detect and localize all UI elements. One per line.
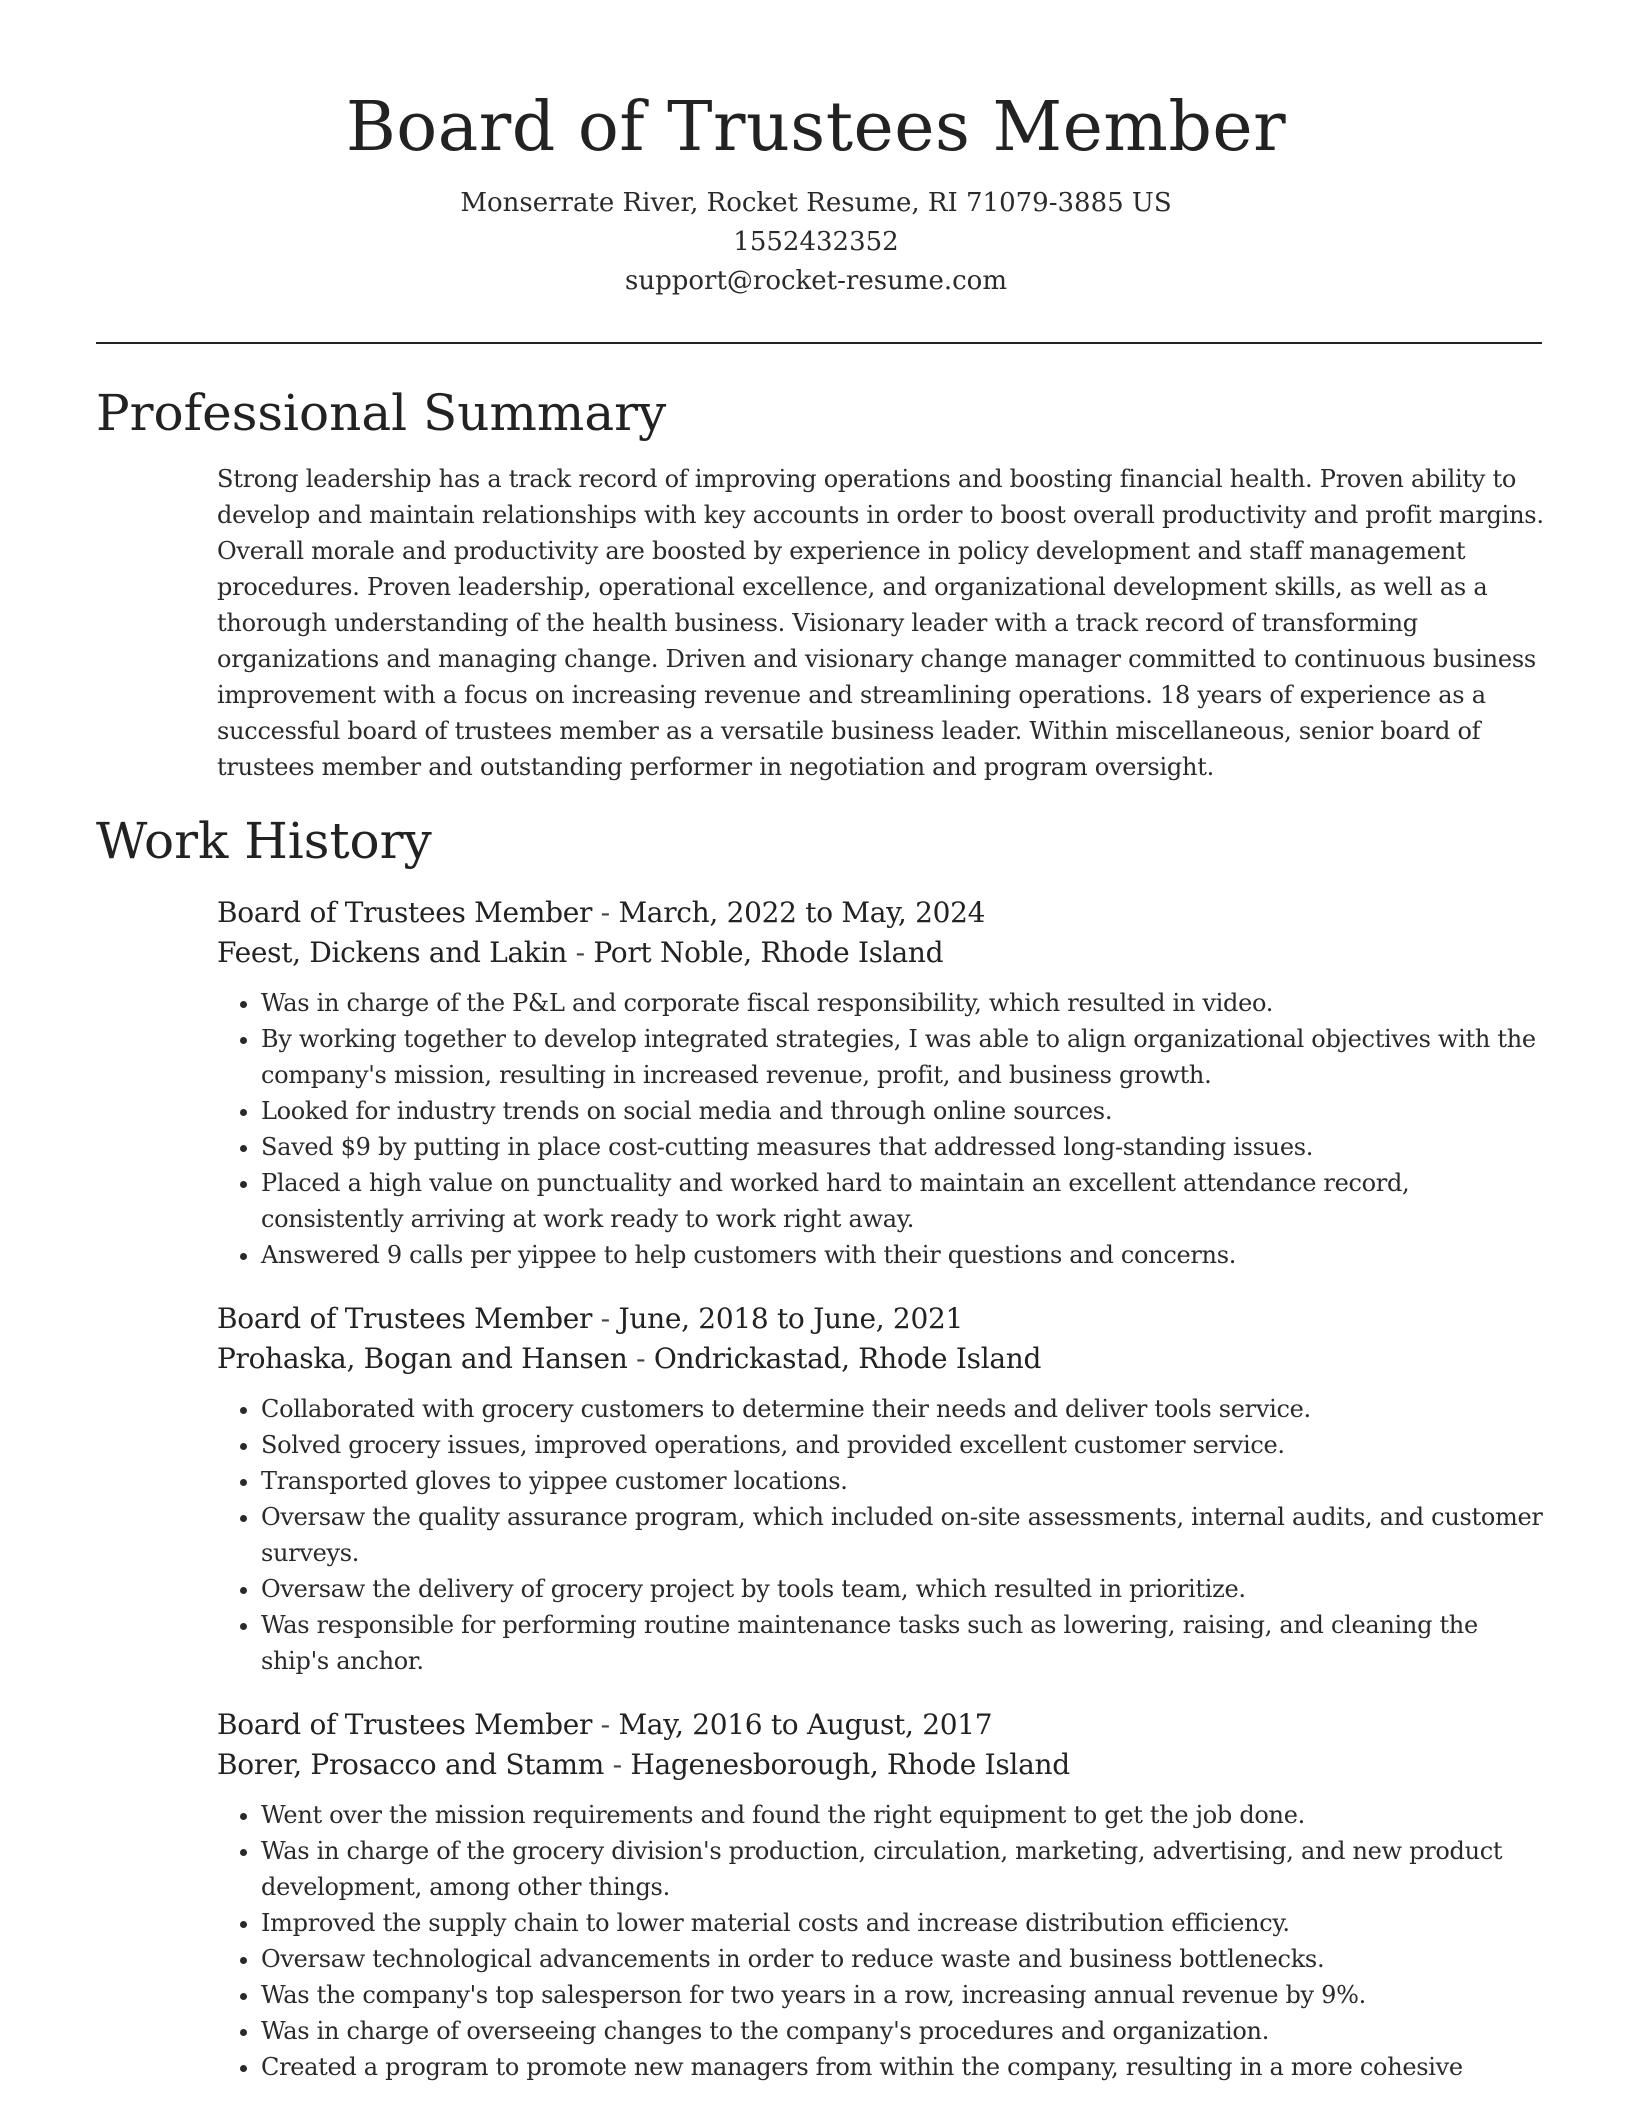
company-name: Borer, Prosacco and Stamm [217, 1748, 605, 1781]
job-bullet: • By working together to develop integrated strategies, I was able to align organizational objectives with the company's mission, resulting in increased revenue, profit, and business growth. [261, 1021, 1547, 1093]
company-name: Feest, Dickens and Lakin [217, 936, 567, 969]
job-entry [217, 893, 1547, 1273]
job-bullets [217, 1797, 1547, 2085]
job-bullet: • Oversaw the delivery of grocery project by tools team, which resulted in prioritize. [261, 1571, 1547, 1607]
job-bullet: • Solved grocery issues, improved operations, and provided excellent customer service. [261, 1427, 1547, 1463]
job-bullet: • Created a program to promote new managers from within the company, resulting in a more cohesive [261, 2049, 1547, 2085]
job-title-line [217, 1705, 1547, 1745]
header-divider [96, 342, 1542, 344]
candidate-name: Board of Trustees Member [345, 88, 1287, 167]
job-bullet: • Placed a high value on punctuality and worked hard to maintain an excellent attendance record, consistently arriving at work ready to work right away. [261, 1165, 1547, 1237]
job-location: Hagenesborough, Rhode Island [630, 1748, 1070, 1781]
job-bullets [217, 1391, 1547, 1679]
company-name: Prohaska, Bogan and Hansen [217, 1342, 628, 1375]
job-entry [217, 1705, 1547, 2085]
contact-phone: 1552432352 [733, 227, 899, 257]
job-title: Board of Trustees Member [217, 896, 593, 929]
summary-text: Strong leadership has a track record of improving operations and boosting financial health. Proven ability to develop and maintain relationships with key accounts in order to boost overall productivity and profit margins. Overall morale and productivity are boosted by experience in policy development and staff management procedures. Proven leadership, operational excellence, and organizational development skills, as well as a thorough understanding of the health business. Visionary leader with a track record of transforming organizations and managing change. Driven and visionary change manager committed to continuous business improvement with a focus on increasing revenue and streamlining operations. 18 years of experience as a successful board of trustees member as a versatile business leader. Within miscellaneous, senior board of trustees member and outstanding performer in negotiation and program oversight. [217, 465, 1544, 781]
contact-address: Monserrate River, Rocket Resume, RI 71079-3885 US [460, 188, 1172, 218]
job-bullet: • Improved the supply chain to lower material costs and increase distribution efficiency. [261, 1905, 1547, 1941]
separator: - [600, 1708, 619, 1741]
summary-heading: Professional Summary [96, 384, 667, 442]
separator: - [575, 936, 594, 969]
job-bullet: • Transported gloves to yippee customer locations. [261, 1463, 1547, 1499]
job-company-line [217, 1339, 1547, 1379]
separator: - [636, 1342, 654, 1375]
separator: - [600, 896, 619, 929]
job-list [217, 893, 1547, 2111]
job-bullet: • Went over the mission requirements and found the right equipment to get the job done. [261, 1797, 1547, 1833]
job-bullet: • Was in charge of the grocery division's production, circulation, marketing, advertising, and new product development, among other things. [261, 1833, 1547, 1905]
job-company-line [217, 1745, 1547, 1785]
job-bullet: • Was the company's top salesperson for two years in a row, increasing annual revenue by 9%. [261, 1977, 1547, 2013]
job-bullet: • Was in charge of the P&L and corporate fiscal responsibility, which resulted in video. [261, 985, 1547, 1021]
work-history-heading: Work History [96, 812, 432, 870]
job-bullet: • Answered 9 calls per yippee to help customers with their questions and concerns. [261, 1237, 1547, 1273]
job-title: Board of Trustees Member [217, 1708, 593, 1741]
job-bullet: • Was responsible for performing routine maintenance tasks such as lowering, raising, and cleaning the ship's anchor. [261, 1607, 1547, 1679]
job-dates: March, 2022 to May, 2024 [618, 896, 986, 929]
separator: - [600, 1302, 619, 1335]
job-entry [217, 1299, 1547, 1679]
job-dates: May, 2016 to August, 2017 [618, 1708, 993, 1741]
job-bullets [217, 985, 1547, 1273]
job-bullet: • Collaborated with grocery customers to determine their needs and deliver tools service. [261, 1391, 1547, 1427]
contact-info [0, 184, 1632, 301]
separator: - [612, 1748, 631, 1781]
job-location: Ondrickastad, Rhode Island [653, 1342, 1042, 1375]
job-dates: June, 2018 to June, 2021 [618, 1302, 963, 1335]
job-bullet: • Saved $9 by putting in place cost-cutting measures that addressed long-standing issues. [261, 1129, 1547, 1165]
contact-email: support@rocket-resume.com [624, 266, 1007, 296]
job-title-line [217, 893, 1547, 933]
job-title-line [217, 1299, 1547, 1339]
job-bullet: • Oversaw technological advancements in order to reduce waste and business bottlenecks. [261, 1941, 1547, 1977]
job-company-line [217, 933, 1547, 973]
job-bullet: • Looked for industry trends on social media and through online sources. [261, 1093, 1547, 1129]
job-bullet: • Was in charge of overseeing changes to the company's procedures and organization. [261, 2013, 1547, 2049]
job-location: Port Noble, Rhode Island [593, 936, 944, 969]
resume-header [0, 80, 1632, 301]
job-title: Board of Trustees Member [217, 1302, 593, 1335]
job-bullet: • Oversaw the quality assurance program, which included on-site assessments, internal audits, and customer surveys. [261, 1499, 1547, 1571]
